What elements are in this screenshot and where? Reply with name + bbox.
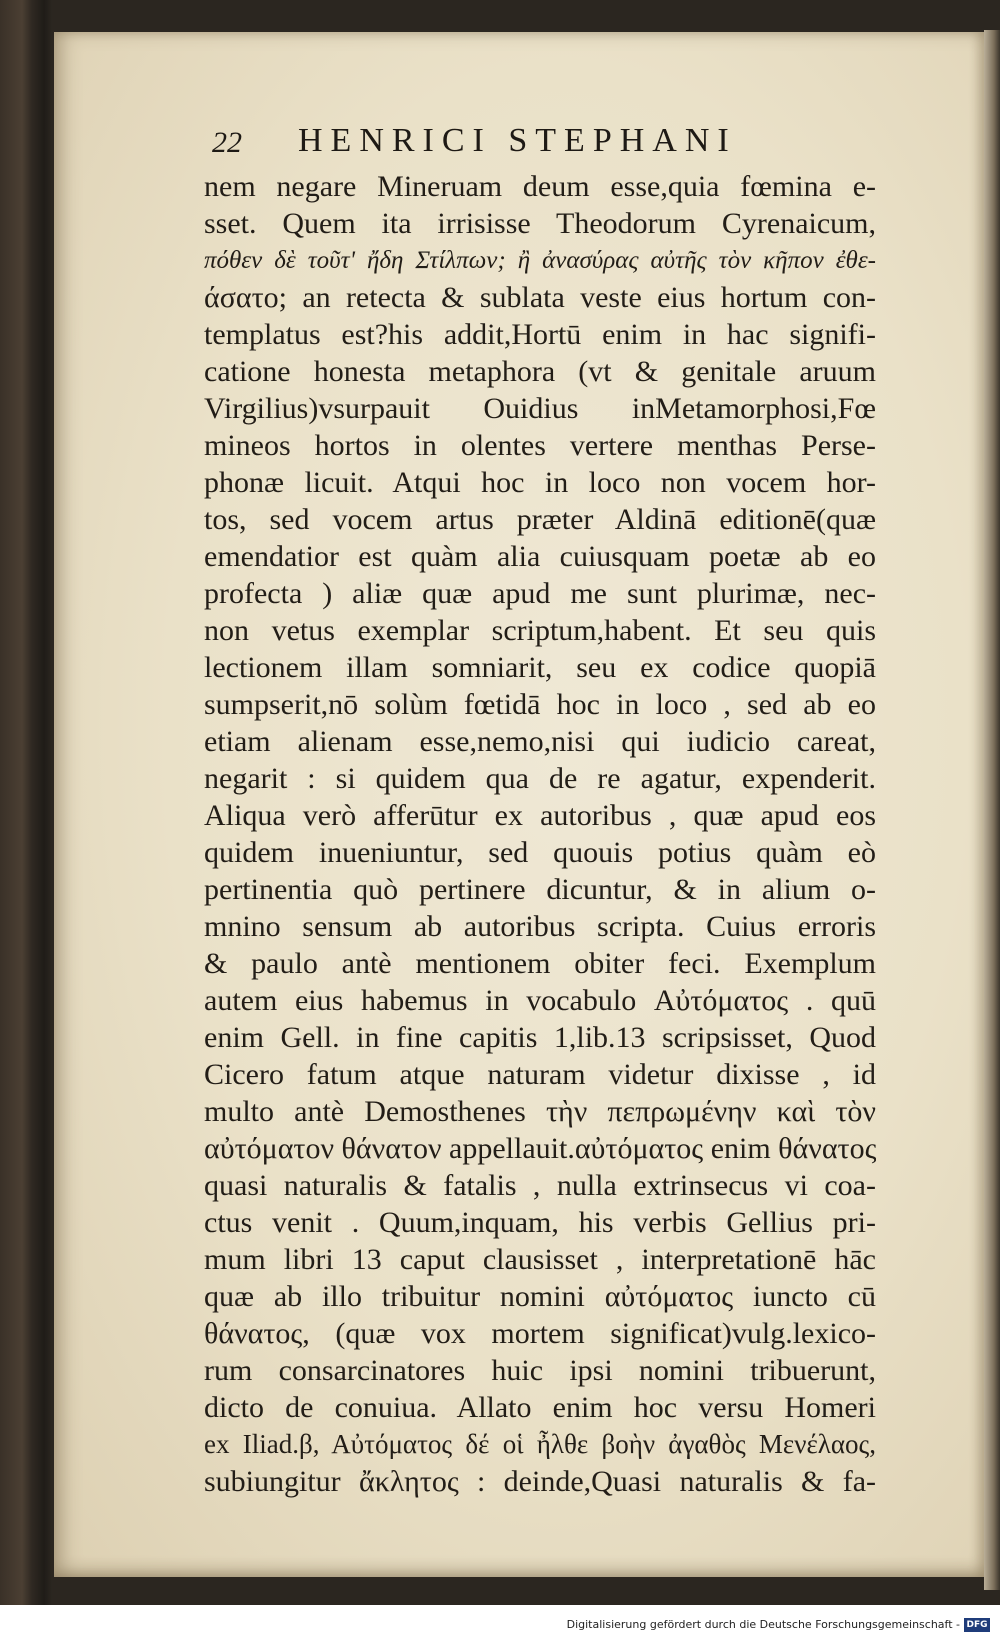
text-line: catione honesta metaphora (vt & genitale aruum bbox=[204, 355, 876, 388]
text-line: nem negare Mineruam deum esse,quia fœmina e- bbox=[204, 170, 876, 203]
text-line: ctus venit . Quum,inquam, his verbis Gellius pri- bbox=[204, 1206, 876, 1239]
text-line: πόθεν δὲ τοῦτ' ἤδη Στίλπων; ἢ ἀνασύρας αὐτῆς τὸν κῆπον ἐθε- bbox=[204, 247, 876, 274]
text-line: & paulo antè mentionem obiter feci. Exemplum bbox=[204, 947, 876, 980]
text-line: autem eius habemus in vocabulo Αὐτόματος . quū bbox=[204, 984, 876, 1017]
text-line: lectionem illam somniarit, seu ex codice quopiā bbox=[204, 651, 876, 684]
page-edge bbox=[984, 30, 1000, 1590]
body-text bbox=[204, 168, 876, 1500]
text-line: quasi naturalis & fatalis , nulla extrinsecus vi coa- bbox=[204, 1169, 876, 1202]
text-line: sset. Quem ita irrisisse Theodorum Cyrenaicum, bbox=[204, 207, 876, 240]
text-line: negarit : si quidem qua de re agatur, expenderit. bbox=[204, 762, 876, 795]
text-line: mineos hortos in olentes vertere menthas Perse- bbox=[204, 429, 876, 462]
text-line: mnino sensum ab autoribus scripta. Cuius erroris bbox=[204, 910, 876, 943]
digitization-credit bbox=[520, 1616, 990, 1634]
dfg-logo-icon: DFG bbox=[964, 1618, 990, 1632]
running-head-title: HENRICI STEPHANI bbox=[298, 122, 737, 159]
text-line: Virgilius)vsurpauit Ouidius inMetamorphosi,Fœ bbox=[204, 392, 876, 425]
text-line: etiam alienam esse,nemo,nisi qui iudicio careat, bbox=[204, 725, 876, 758]
text-line: tos, sed vocem artus præter Aldinā editionē(quæ bbox=[204, 503, 876, 536]
running-header bbox=[212, 122, 832, 168]
text-line: mum libri 13 caput clausisset , interpretationē hāc bbox=[204, 1243, 876, 1276]
text-line: phonæ licuit. Atqui hoc in loco non vocem hor- bbox=[204, 466, 876, 499]
text-line: dicto de conuiua. Allato enim hoc versu Homeri bbox=[204, 1391, 876, 1424]
text-line: multo antè Demosthenes τὴν πεπρωμένην καὶ τὸν bbox=[204, 1095, 876, 1128]
text-line: θάνατος, (quæ vox mortem significat)vulg.lexico- bbox=[204, 1317, 876, 1350]
credit-text: Digitalisierung gefördert durch die Deutsche Forschungsgemeinschaft - bbox=[566, 1618, 960, 1631]
text-line: αὐτόματον θάνατον appellauit.αὐτόματος enim θάνατος bbox=[204, 1132, 876, 1165]
text-line: pertinentia quò pertinere dicuntur, & in alium o- bbox=[204, 873, 876, 906]
text-line: emendatior est quàm alia cuiusquam poetæ ab eo bbox=[204, 540, 876, 573]
page-number: 22 bbox=[212, 126, 242, 159]
text-line: άσατο; an retecta & sublata veste eius hortum con- bbox=[204, 281, 876, 314]
text-line: rum consarcinatores huic ipsi nomini tribuerunt, bbox=[204, 1354, 876, 1387]
text-line: quæ ab illo tribuitur nomini αὐτόματος iuncto cū bbox=[204, 1280, 876, 1313]
text-line: Cicero fatum atque naturam videtur dixisse , id bbox=[204, 1058, 876, 1091]
text-line: subiungitur ἄκλητος : deinde,Quasi naturalis & fa- bbox=[204, 1465, 876, 1498]
text-line: profecta ) aliæ quæ apud me sunt plurimæ, nec- bbox=[204, 577, 876, 610]
text-line: templatus est?his addit,Hortū enim in hac signifi- bbox=[204, 318, 876, 351]
text-line: ex Iliad.β, Αὐτόματος δέ οἱ ἦλθε βοὴν ἀγαθὸς Μενέλαος, bbox=[204, 1429, 876, 1459]
text-line: enim Gell. in fine capitis 1,lib.13 scripsisset, Quod bbox=[204, 1021, 876, 1054]
text-line: Aliqua verò afferūtur ex autoribus , quæ apud eos bbox=[204, 799, 876, 832]
text-line: quidem inueniuntur, sed quouis potius quàm eò bbox=[204, 836, 876, 869]
text-line: sumpserit,nō solùm fœtidā hoc in loco , sed ab eo bbox=[204, 688, 876, 721]
text-line: non vetus exemplar scriptum,habent. Et seu quis bbox=[204, 614, 876, 647]
